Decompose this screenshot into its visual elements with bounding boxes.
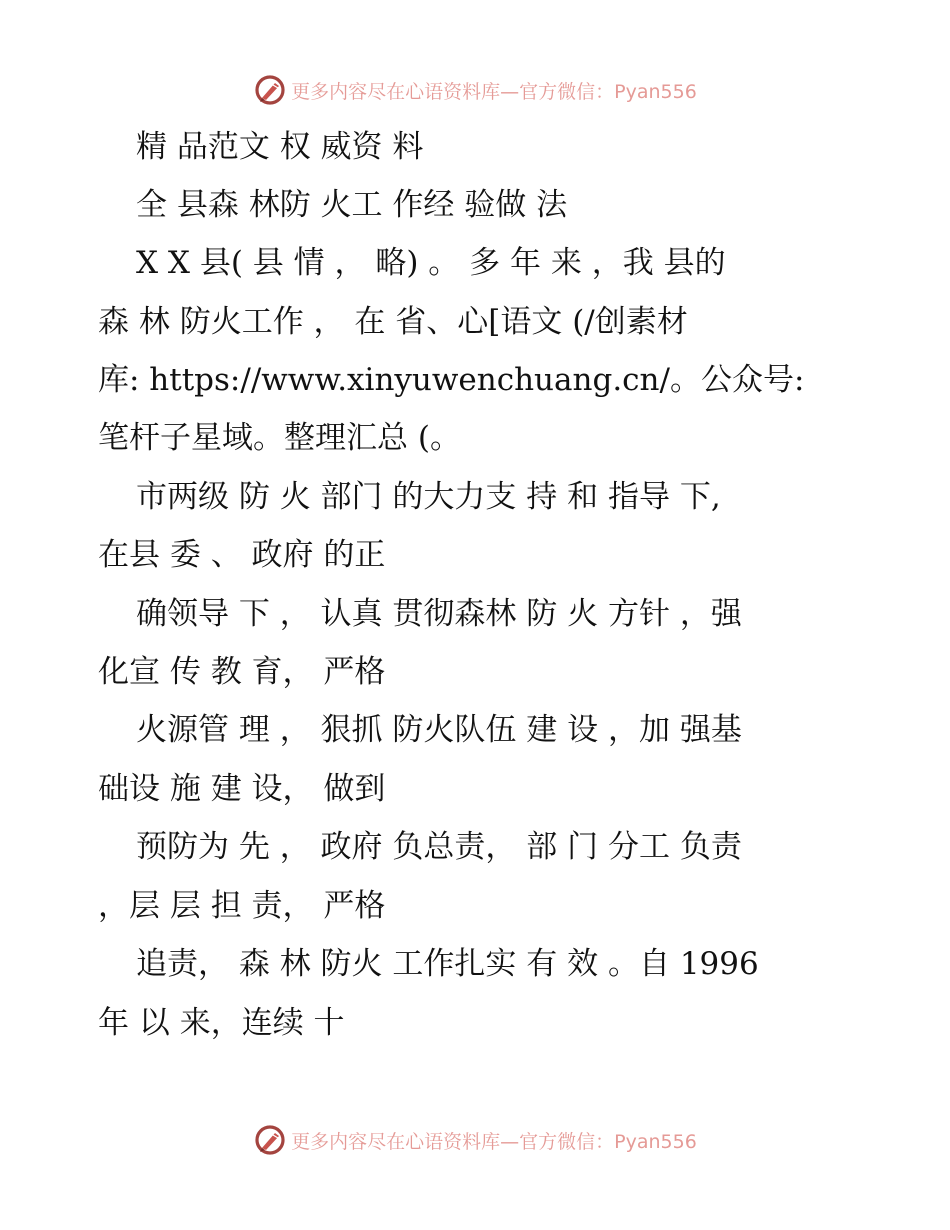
text-line: 追责， 森 林 防火 工作扎实 有 效 。自 1996 (136, 946, 759, 982)
banner-text: 更多内容尽在心语资料库—官方微信：Pyan556 (291, 80, 697, 103)
text-line: 在县 委 、 政府 的正 (98, 537, 386, 573)
text-line: 确领导 下 ， 认真 贯彻森林 防 火 方针 ，强 (136, 596, 742, 632)
text-line: 础设 施 建 设， 做到 (98, 771, 386, 807)
text-line: 化宣 传 教 育， 严格 (98, 654, 386, 690)
pen-logo-icon (253, 1123, 287, 1157)
text-line: 年 以 来，连续 十 (98, 1005, 345, 1041)
text-line: 市两级 防 火 部门 的大力支 持 和 指导 下, (136, 479, 721, 515)
text-line: ，层 层 担 责， 严格 (98, 888, 386, 924)
text-line: X X 县( 县 情 ， 略) 。 多 年 来 ，我 县的 (136, 245, 726, 281)
text-line: 库: https://www.xinyuwenchuang.cn/。公众号: (98, 362, 805, 398)
text-line: 笔杆子星域。整理汇总 (。 (98, 420, 461, 456)
text-line: 预防为 先 ， 政府 负总责， 部 门 分工 负责 (136, 829, 742, 865)
banner-text: 更多内容尽在心语资料库—官方微信：Pyan556 (291, 1130, 697, 1153)
footer-banner (0, 1120, 950, 1160)
text-line: 全 县森 林防 火工 作经 验做 法 (136, 187, 568, 223)
text-line: 精 品范文 权 威资 料 (136, 129, 424, 165)
text-line: 森 林 防火工作 ， 在 省、心[语文 (/创素材 (98, 304, 688, 340)
text-line: 火源管 理 ， 狠抓 防火队伍 建 设 ，加 强基 (136, 712, 742, 748)
